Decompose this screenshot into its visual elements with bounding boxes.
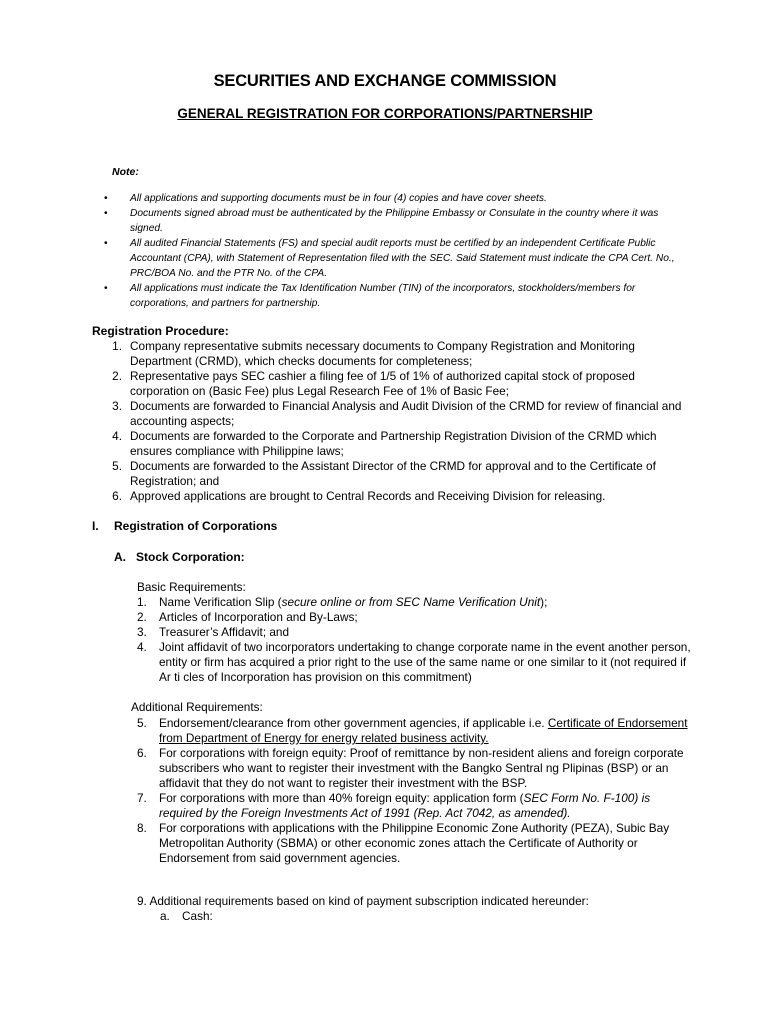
item-number: 1. bbox=[137, 595, 147, 609]
step-number: 5. bbox=[112, 459, 122, 473]
requirement-item-9: 9. Additional requirements based on kind of payment subscription indicated hereunder: bbox=[137, 894, 589, 908]
registration-procedure-heading: Registration Procedure: bbox=[92, 324, 229, 338]
note-item: • All audited Financial Statements (FS) and special audit reports must be certified by an independent Certificate Public Accountant (CPA), with Statement of Representation filed with the SEC. Said Statement must indicate the CPA Cert. No., PRC/BOA No. and the PTR No. of the CPA. bbox=[104, 236, 680, 281]
step-text: Documents are forwarded to the Corporate and Partnership Registration Division of the CRMD which ensures compliance with Philippine laws; bbox=[130, 429, 657, 458]
step-number: 2. bbox=[112, 369, 122, 383]
procedure-step bbox=[100, 399, 690, 429]
requirement-item bbox=[137, 716, 692, 746]
document-title: SECURITIES AND EXCHANGE COMMISSION bbox=[213, 72, 557, 90]
basic-requirements-list bbox=[137, 595, 692, 685]
item-number: 8. bbox=[137, 821, 147, 835]
step-text: Representative pays SEC cashier a filing fee of 1/5 of 1% of authorized capital stock of proposed corporation on (Basic Fee) plus Legal Research Fee of 1% of Basic Fee; bbox=[130, 369, 635, 398]
notes-list bbox=[104, 191, 680, 311]
additional-requirements-list bbox=[137, 716, 692, 866]
item-number: 5. bbox=[137, 716, 147, 730]
additional-requirements-label: Additional Requirements: bbox=[131, 700, 263, 714]
requirement-item bbox=[137, 821, 692, 866]
subsection-letter: A. bbox=[114, 550, 126, 564]
step-number: 3. bbox=[112, 399, 122, 413]
item-text: For corporations with foreign equity: Proof of remittance by non-resident aliens and foreign corporate subscribers who want to register their investment with the Bangko Sentral ng Plipinas (BSP) or an affidavit that they do not want to register their investment with the BSP. bbox=[159, 746, 684, 790]
item-text: Joint affidavit of two incorporators undertaking to change corporate name in the event another person, entity or firm has acquired a prior right to the use of the same name or one similar to it (not required if Ar ti cles of Incorporation has provision on this commitment) bbox=[159, 640, 691, 684]
note-item: • All applications must indicate the Tax Identification Number (TIN) of the incorporators, stockholders/members for corporations, and partners for partnership. bbox=[104, 281, 680, 311]
step-text: Documents are forwarded to the Assistant Director of the CRMD for approval and to the Certificate of Registration; and bbox=[130, 459, 656, 488]
step-text: Documents are forwarded to Financial Analysis and Audit Division of the CRMD for review of financial and accounting aspects; bbox=[130, 399, 682, 428]
note-label: Note: bbox=[112, 166, 139, 178]
item-text-italic: SEC Form No. F-100) is required by the Foreign Investments Act of 1991 (Rep. Act 7042, as amended). bbox=[159, 791, 651, 820]
item-number: 3. bbox=[137, 625, 147, 639]
note-item: • All applications and supporting documents must be in four (4) copies and have cover sheets. bbox=[104, 191, 680, 206]
registration-procedure-list bbox=[100, 339, 690, 504]
item-text: Treasurer’s Affidavit; and bbox=[159, 625, 290, 639]
basic-requirements-label: Basic Requirements: bbox=[137, 580, 246, 594]
section-title: Registration of Corporations bbox=[114, 519, 278, 533]
item-text: For corporations with applications with the Philippine Economic Zone Authority (PEZA), Subic Bay Metropolitan Authority (SBMA) or other economic zones attach the Certificate of Authority or Endorsement from said government agencies. bbox=[159, 821, 670, 865]
item-text: Articles of Incorporation and By-Laws; bbox=[159, 610, 358, 624]
item-text-italic: secure online or from SEC Name Verification Unit bbox=[281, 595, 541, 609]
procedure-step bbox=[100, 339, 690, 369]
item-text-underlined: Certificate of Endorsement from Department of Energy for energy related business activity. bbox=[159, 716, 688, 745]
subitem-text: Cash: bbox=[182, 909, 213, 923]
requirement-item bbox=[137, 640, 692, 685]
procedure-step bbox=[100, 489, 690, 504]
subsection-heading-stock-corporation bbox=[114, 550, 245, 564]
step-number: 6. bbox=[112, 489, 122, 503]
procedure-step bbox=[100, 429, 690, 459]
item-number: 4. bbox=[137, 640, 147, 654]
item-text: Endorsement/clearance from other government agencies, if applicable i.e. bbox=[159, 716, 548, 730]
item-text: Name Verification Slip ( bbox=[159, 595, 282, 609]
subsection-title: Stock Corporation: bbox=[136, 550, 245, 564]
section-heading-registration-of-corporations bbox=[92, 519, 277, 533]
item-number: 7. bbox=[137, 791, 147, 805]
requirement-item bbox=[137, 595, 692, 610]
section-numeral: I. bbox=[92, 519, 99, 533]
item-text: For corporations with more than 40% foreign equity: application form ( bbox=[159, 791, 524, 805]
item-text: ); bbox=[540, 595, 548, 609]
requirement-item bbox=[137, 746, 692, 791]
document-subtitle: GENERAL REGISTRATION FOR CORPORATIONS/PARTNERSHIP bbox=[177, 106, 593, 121]
requirement-item bbox=[137, 625, 692, 640]
step-text: Company representative submits necessary documents to Company Registration and Monitoring Department (CRMD), which checks documents for completeness; bbox=[130, 339, 635, 368]
procedure-step bbox=[100, 369, 690, 399]
item-number: 6. bbox=[137, 746, 147, 760]
procedure-step bbox=[100, 459, 690, 489]
subitem-letter: a. bbox=[160, 909, 170, 923]
requirement-item bbox=[137, 791, 692, 821]
requirement-item bbox=[137, 610, 692, 625]
payment-subitem-cash bbox=[160, 909, 213, 924]
note-item: • Documents signed abroad must be authenticated by the Philippine Embassy or Consulate in the country where it was signed. bbox=[104, 206, 680, 236]
step-number: 1. bbox=[112, 339, 122, 353]
step-text: Approved applications are brought to Central Records and Receiving Division for releasing. bbox=[130, 489, 606, 503]
item-number: 2. bbox=[137, 610, 147, 624]
step-number: 4. bbox=[112, 429, 122, 443]
